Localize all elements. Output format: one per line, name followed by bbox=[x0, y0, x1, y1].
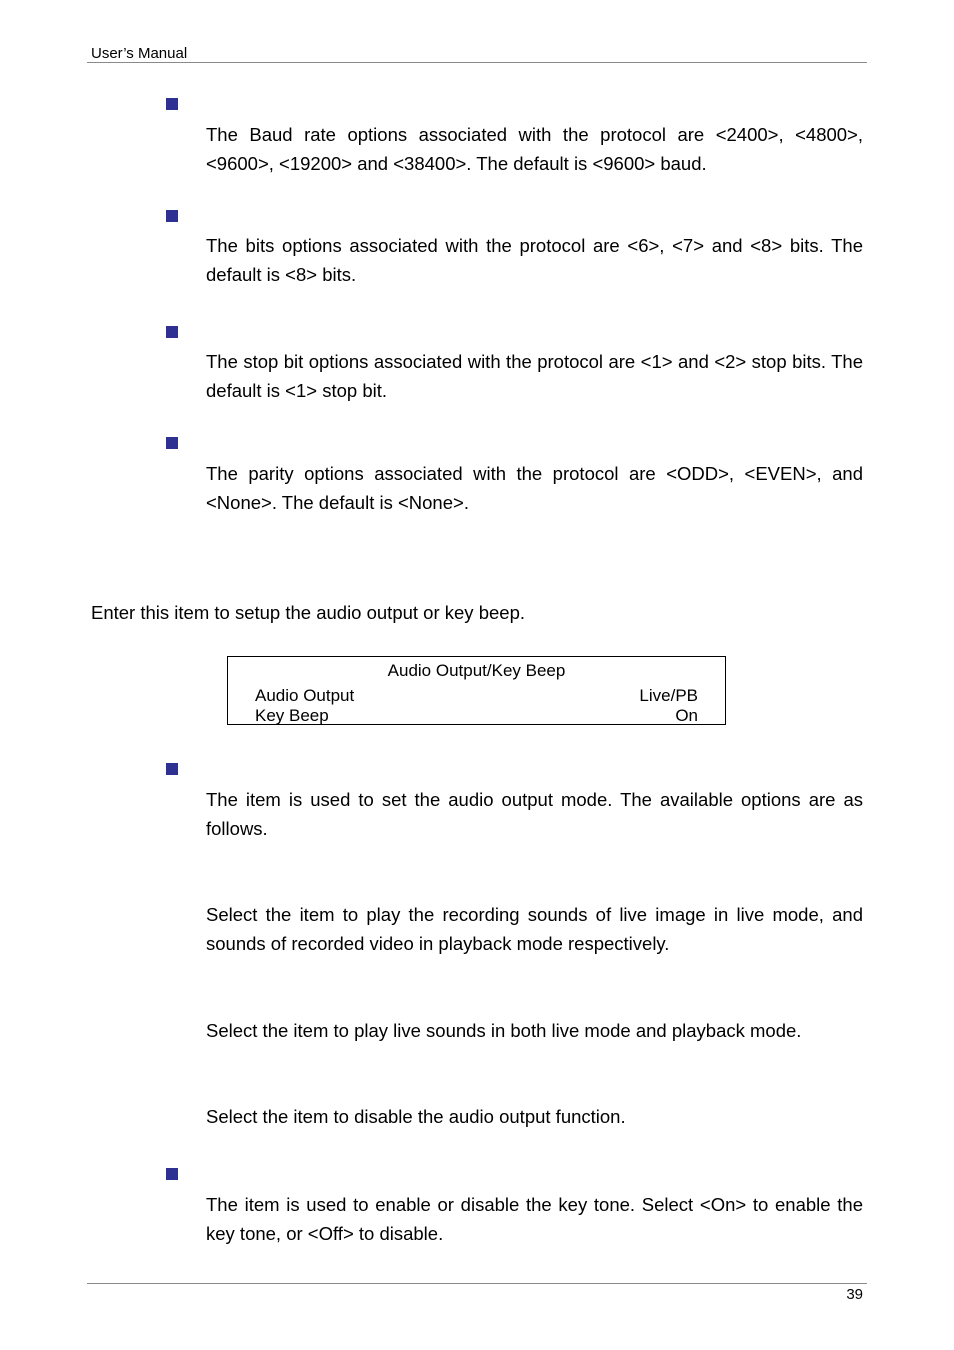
bullet-square-icon bbox=[166, 98, 178, 110]
baud-rate-paragraph: The Baud rate options associated with the protocol are <2400>, <4800>, <9600>, <19200> and <38400>. The default is <9600> baud. bbox=[206, 124, 863, 174]
menu-row-value: On bbox=[675, 706, 698, 725]
option-live-paragraph: Select the item to play live sounds in both live mode and playback mode. bbox=[206, 1020, 802, 1041]
menu-title: Audio Output/Key Beep bbox=[387, 661, 566, 680]
bullet-square-icon bbox=[166, 437, 178, 449]
option-live-pb-paragraph: Select the item to play the recording sounds of live image in live mode, and sounds of recorded video in playback mode respectively. bbox=[206, 904, 863, 954]
parity-paragraph: The parity options associated with the protocol are <ODD>, <EVEN>, and <None>. The default is <None>. bbox=[206, 463, 863, 513]
bullet-square-icon bbox=[166, 210, 178, 222]
audio-menu-box bbox=[227, 656, 726, 725]
data-bits-paragraph: The bits options associated with the protocol are <6>, <7> and <8> bits. The default is <8> bits. bbox=[206, 235, 863, 285]
header-rule bbox=[87, 62, 867, 63]
option-off-paragraph: Select the item to disable the audio output function. bbox=[206, 1106, 626, 1127]
page-number: 39 bbox=[846, 1286, 863, 1303]
key-beep-paragraph: The item is used to enable or disable the key tone. Select <On> to enable the key tone, or <Off> to disable. bbox=[206, 1194, 863, 1244]
footer-rule bbox=[87, 1283, 867, 1284]
menu-row-key-beep bbox=[255, 706, 698, 726]
menu-row-value: Live/PB bbox=[639, 686, 698, 705]
running-header: User’s Manual bbox=[91, 45, 188, 62]
menu-row-label: Key Beep bbox=[255, 706, 329, 725]
menu-row-audio-output bbox=[255, 686, 698, 706]
bullet-square-icon bbox=[166, 326, 178, 338]
bullet-square-icon bbox=[166, 763, 178, 775]
audio-output-paragraph: The item is used to set the audio output mode. The available options are as follows. bbox=[206, 789, 863, 839]
menu-row-label: Audio Output bbox=[255, 686, 355, 705]
stop-bit-paragraph: The stop bit options associated with the protocol are <1> and <2> stop bits. The default is <1> stop bit. bbox=[206, 351, 863, 401]
audio-intro-text: Enter this item to setup the audio output or key beep. bbox=[91, 602, 525, 623]
bullet-square-icon bbox=[166, 1168, 178, 1180]
